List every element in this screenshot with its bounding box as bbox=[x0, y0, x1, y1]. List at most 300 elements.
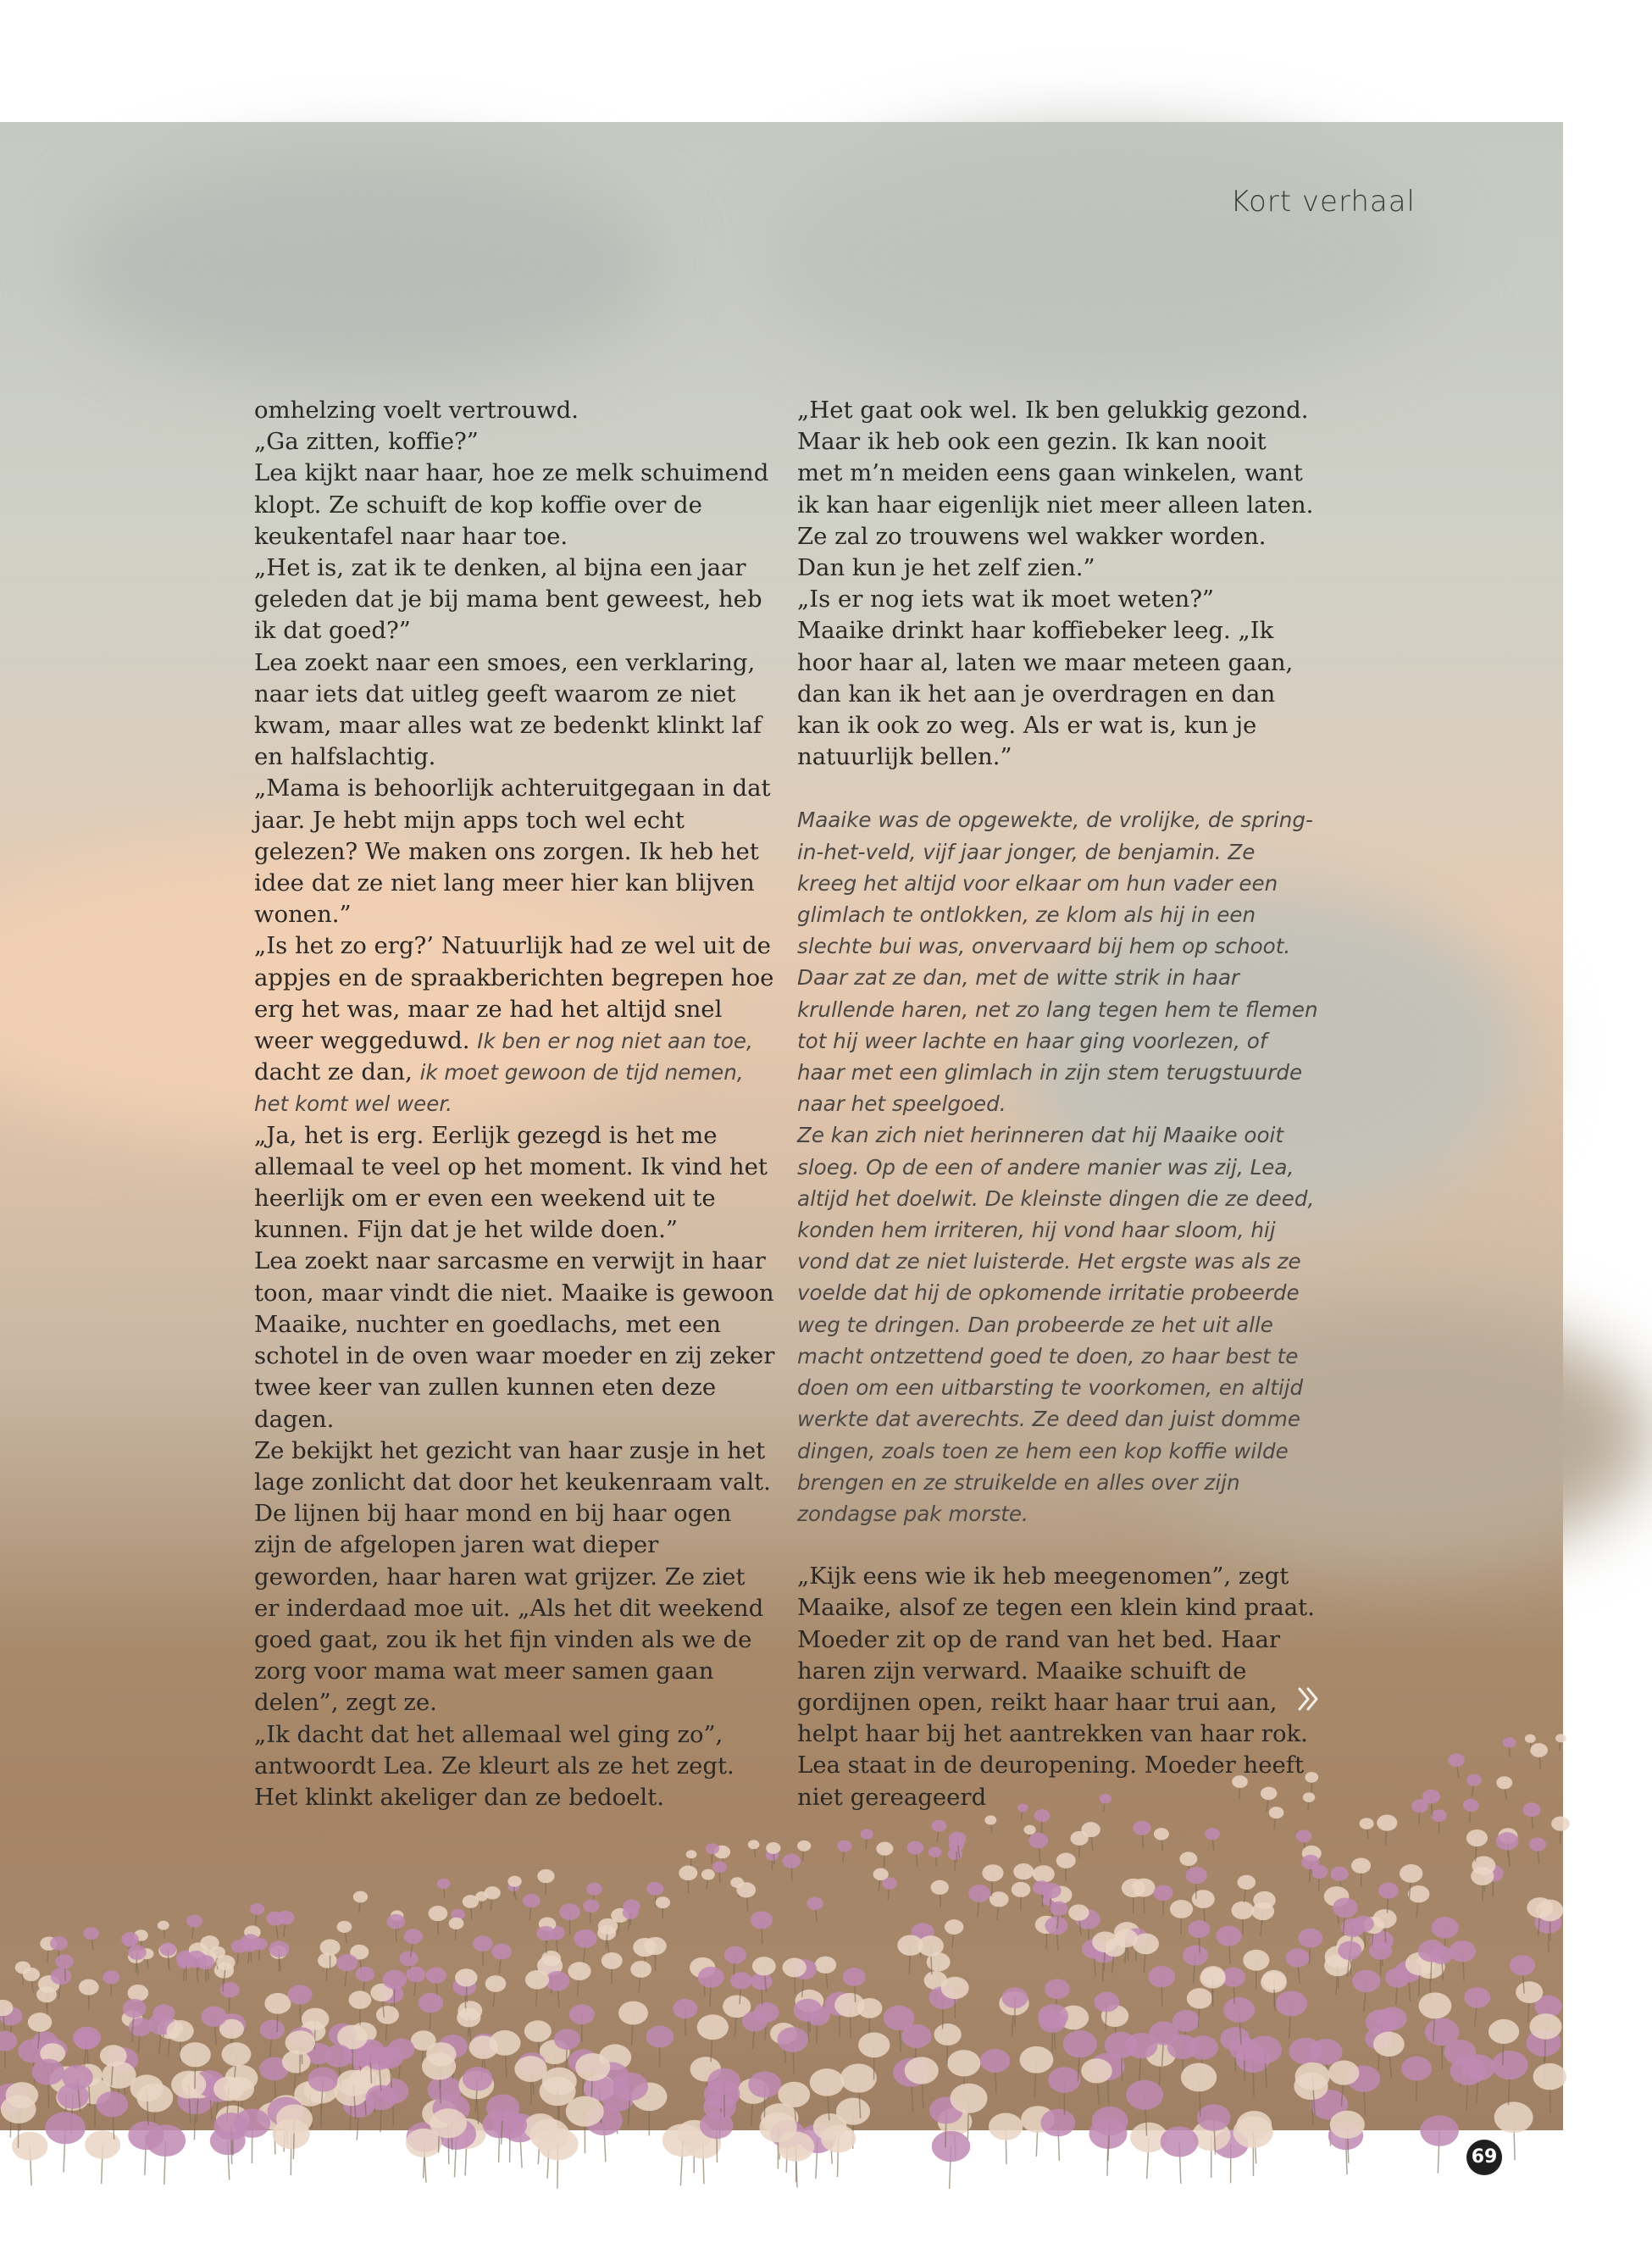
flower-blossom bbox=[1492, 2051, 1528, 2079]
flower-blossom bbox=[1411, 1799, 1428, 1813]
flower-blossom bbox=[1068, 1904, 1089, 1920]
flower-blossom bbox=[1295, 2062, 1330, 2090]
flower-blossom bbox=[337, 1921, 352, 1933]
spacer bbox=[797, 1530, 1318, 1561]
flower-blossom bbox=[213, 2077, 244, 2101]
flower-blossom bbox=[180, 2042, 211, 2067]
flower-blossom bbox=[917, 1935, 944, 1957]
flower-blossom bbox=[707, 2068, 740, 2095]
flower-blossom bbox=[843, 1968, 866, 1986]
paragraph-text: „Is het zo erg?’ Natuurlijk had ze wel uit de appjes en de spraakberichten begrepen hoe erg het was, maar ze had het altijd snel weer weggeduwd. bbox=[254, 932, 774, 1055]
flower-blossom bbox=[1431, 1809, 1446, 1822]
flower-blossom bbox=[646, 2026, 674, 2048]
flower-blossom bbox=[1012, 1882, 1031, 1897]
flower-blossom bbox=[1161, 2127, 1199, 2157]
flower-blossom bbox=[130, 2074, 164, 2101]
flower-blossom bbox=[686, 1850, 697, 1858]
flower-blossom bbox=[698, 1967, 724, 1988]
flower-blossom bbox=[1013, 1863, 1034, 1879]
inner-thought: Ik ben er nog niet aan toe, bbox=[477, 1029, 753, 1054]
flower-blossom bbox=[1529, 1838, 1546, 1852]
flower-blossom bbox=[1192, 1890, 1215, 1908]
flower-blossom bbox=[56, 1954, 74, 1968]
flower-blossom bbox=[907, 1841, 924, 1855]
flower-blossom bbox=[167, 2020, 194, 2042]
flower-blossom bbox=[473, 1935, 492, 1951]
flower-blossom bbox=[1516, 1981, 1543, 2003]
flower-blossom bbox=[538, 2128, 579, 2160]
flower-blossom bbox=[1028, 1833, 1048, 1848]
flower-blossom bbox=[79, 1979, 99, 1996]
flower-blossom bbox=[782, 1958, 806, 1978]
flower-blossom bbox=[748, 1840, 760, 1849]
flower-blossom bbox=[623, 1907, 639, 1919]
flower-blossom bbox=[794, 1999, 823, 2022]
flower-blossom bbox=[1420, 2115, 1459, 2146]
flower-blossom bbox=[941, 1977, 969, 1999]
flower-blossom bbox=[1466, 1774, 1481, 1786]
flower-blossom bbox=[1510, 1955, 1535, 1975]
flower-blossom bbox=[1529, 2013, 1561, 2039]
flower-blossom bbox=[308, 2067, 338, 2091]
section-label: Kort verhaal bbox=[1230, 185, 1416, 219]
flower-blossom bbox=[422, 2052, 456, 2079]
flower-blossom bbox=[1352, 1970, 1380, 1993]
flower-blossom bbox=[1301, 1855, 1319, 1869]
flower-blossom bbox=[656, 1896, 670, 1908]
flower-blossom bbox=[1081, 1822, 1100, 1837]
flower-blossom bbox=[524, 2020, 552, 2042]
flower-blossom bbox=[1466, 1829, 1488, 1846]
flower-blossom bbox=[1286, 1948, 1310, 1967]
flower-blossom bbox=[514, 2056, 546, 2082]
flower-blossom bbox=[1533, 2063, 1566, 2090]
flower-blossom bbox=[429, 1906, 448, 1921]
flower-blossom bbox=[1048, 2067, 1080, 2092]
flower-blossom bbox=[1126, 2080, 1163, 2110]
flower-blossom bbox=[430, 2108, 467, 2138]
flower-blossom bbox=[100, 2045, 127, 2066]
flower-blossom bbox=[128, 1945, 147, 1959]
flower-blossom bbox=[121, 1932, 139, 1946]
flower-blossom bbox=[934, 2024, 962, 2046]
flower-blossom bbox=[400, 1951, 419, 1967]
flower-blossom bbox=[1092, 2107, 1128, 2135]
inner-thought: ik moet gewoon de tijd nemen, het komt wel weer. bbox=[254, 1060, 744, 1117]
flower-blossom bbox=[701, 1869, 715, 1880]
flower-blossom bbox=[1276, 1990, 1307, 2016]
flower-blossom bbox=[1377, 1814, 1397, 1830]
flower-blossom bbox=[1338, 1941, 1361, 1961]
flower-blossom bbox=[285, 2030, 316, 2054]
flower-blossom bbox=[807, 1897, 823, 1911]
flower-field-illustration bbox=[0, 122, 1563, 2130]
flower-blossom bbox=[1229, 2037, 1258, 2060]
flower-blossom bbox=[404, 1929, 423, 1944]
flower-blossom bbox=[489, 2030, 520, 2056]
flower-blossom bbox=[356, 1967, 374, 1982]
flower-blossom bbox=[837, 1840, 851, 1852]
flower-blossom bbox=[778, 2082, 810, 2107]
flower-blossom bbox=[1023, 1825, 1035, 1835]
flower-blossom bbox=[1154, 1828, 1169, 1840]
flower-blossom bbox=[1496, 1776, 1512, 1789]
flower-blossom bbox=[1040, 2109, 1075, 2137]
flower-blossom bbox=[980, 2049, 1010, 2073]
flower-blossom bbox=[386, 1914, 405, 1929]
flower-blossom bbox=[1261, 1970, 1286, 1990]
flower-blossom bbox=[376, 2006, 399, 2024]
flower-blossom bbox=[1333, 1897, 1358, 1918]
flower-blossom bbox=[103, 1970, 119, 1984]
flower-blossom bbox=[449, 1918, 464, 1929]
flower-blossom bbox=[1033, 1865, 1055, 1883]
paragraph: Maaike drinkt haar koffiebeker leeg. „Ik hoor haar al, laten we maar meteen gaan, dan kan ik het aan je overdragen en dan kan ik ook zo weg. Als er wat is, kun je natuurlijk bellen.” bbox=[797, 617, 1294, 771]
flower-blossom bbox=[485, 1975, 507, 1992]
flower-blossom bbox=[1551, 1816, 1570, 1830]
flower-blossom bbox=[1181, 2063, 1217, 2092]
flower-blossom bbox=[1503, 1737, 1516, 1747]
flower-blossom bbox=[1299, 1929, 1323, 1948]
paragraph: Lea zoekt naar een smoes, een verklaring, naar iets dat uitleg geeft waarom ze niet kwam, maar alles wat ze bedenkt klinkt laf en halfslachtig. bbox=[254, 648, 762, 771]
flower-blossom bbox=[1408, 1885, 1430, 1902]
flower-blossom bbox=[1153, 1885, 1172, 1901]
paragraph: „Ik dacht dat het allemaal wel ging zo”, antwoordt Lea. Ze kleurt als ze het zegt. Het klinkt akeliger dan ze bedoelt. bbox=[254, 1720, 735, 1811]
flower-blossom bbox=[797, 1840, 811, 1852]
flower-blossom bbox=[85, 2130, 120, 2159]
flower-blossom bbox=[1419, 1992, 1452, 2018]
flower-blossom bbox=[783, 1854, 801, 1868]
flower-blossom bbox=[1, 2095, 36, 2123]
flower-blossom bbox=[884, 2006, 915, 2030]
flower-blossom bbox=[216, 1955, 235, 1970]
flower-blossom bbox=[876, 1842, 893, 1856]
flower-blossom bbox=[1039, 2011, 1066, 2033]
flower-blossom bbox=[32, 2059, 65, 2085]
flower-blossom bbox=[559, 1903, 580, 1920]
flower-blossom bbox=[260, 2019, 285, 2039]
flower-blossom bbox=[700, 2112, 734, 2139]
flower-blossom bbox=[1360, 1818, 1374, 1829]
flower-blossom bbox=[630, 1961, 651, 1978]
flower-blossom bbox=[554, 2029, 580, 2050]
paragraph: omhelzing voelt vertrouwd. bbox=[254, 397, 579, 424]
flower-blossom bbox=[931, 1880, 949, 1895]
flower-blossom bbox=[231, 1940, 248, 1953]
illustrated-page bbox=[0, 122, 1563, 2168]
flower-blossom bbox=[1133, 1821, 1150, 1835]
flower-blossom bbox=[730, 1972, 751, 1989]
flower-blossom bbox=[1179, 1852, 1197, 1866]
flower-blossom bbox=[1373, 2032, 1405, 2057]
flower-blossom bbox=[250, 1903, 264, 1915]
flower-blossom bbox=[1555, 1734, 1566, 1742]
flower-blossom bbox=[932, 2131, 971, 2162]
flower-blossom bbox=[673, 1999, 697, 2018]
flower-blossom bbox=[575, 2053, 610, 2081]
flashback-paragraph: Maaike was de opgewekte, de vrolijke, de spring-in-het-veld, vijf jaar jonger, de benjamin. Ze kreeg het altijd voor elkaar om hun vader een glimlach te ontlokken, ze klom als hij in een slechte bui was, onvervaard bij hem op schoot. Daar zat ze dan, met de witte strik in haar krullende haren, net zo lang tegen hem te flemen tot hij weer lachte en haar ging voorlezen, of haar met een glimlach in zijn stem terugstuurde naar het speelgoed. bbox=[797, 808, 1318, 1117]
flower-blossom bbox=[949, 1832, 967, 1846]
flower-blossom bbox=[1525, 1735, 1536, 1743]
flower-blossom bbox=[1122, 1879, 1145, 1897]
flower-blossom bbox=[1238, 1875, 1256, 1890]
flower-blossom bbox=[1369, 1941, 1392, 1960]
paragraph-text: dacht ze dan, bbox=[254, 1058, 413, 1086]
page-number: 69 bbox=[1466, 2140, 1502, 2175]
flower-blossom bbox=[1463, 1799, 1479, 1812]
flower-blossom bbox=[751, 1911, 773, 1929]
flower-blossom bbox=[840, 2063, 877, 2092]
flower-blossom bbox=[724, 1946, 746, 1964]
flower-blossom bbox=[1425, 2018, 1460, 2046]
flower-blossom bbox=[324, 2045, 352, 2068]
flower-blossom bbox=[50, 1936, 68, 1951]
double-chevron-right-icon[interactable] bbox=[1294, 1685, 1323, 1713]
flower-blossom bbox=[586, 1883, 602, 1896]
flower-blossom bbox=[968, 1885, 990, 1902]
flower-blossom bbox=[276, 2104, 313, 2133]
flower-blossom bbox=[821, 2124, 856, 2152]
flower-blossom bbox=[742, 2011, 768, 2031]
flower-blossom bbox=[1045, 1979, 1070, 1999]
flower-blossom bbox=[1056, 1853, 1076, 1868]
flower-blossom bbox=[525, 1970, 549, 1990]
flower-blossom bbox=[1148, 1966, 1175, 1987]
flower-blossom bbox=[277, 1911, 295, 1924]
flower-blossom bbox=[583, 1899, 599, 1912]
flower-blossom bbox=[201, 2007, 226, 2027]
flower-blossom bbox=[984, 1815, 996, 1824]
flower-blossom bbox=[1331, 1867, 1349, 1881]
flower-blossom bbox=[457, 2008, 480, 2028]
flower-blossom bbox=[1092, 1931, 1118, 1952]
flower-blossom bbox=[1105, 2032, 1138, 2058]
flower-blossom bbox=[1330, 2111, 1365, 2139]
flower-blossom bbox=[1197, 2104, 1231, 2131]
paragraph: „Mama is behoorlijk achteruitgegaan in dat jaar. Je hebt mijn apps toch wel echt gelezen? We maken ons zorgen. Ik heb het idee dat ze niet lang meer hier kan blijven wonen.” bbox=[254, 774, 771, 929]
flower-blossom bbox=[158, 1921, 169, 1930]
flower-blossom bbox=[426, 1967, 446, 1983]
flower-blossom bbox=[536, 1926, 555, 1940]
flower-blossom bbox=[171, 2071, 206, 2099]
flower-blossom bbox=[932, 1820, 947, 1832]
flower-blossom bbox=[437, 1879, 451, 1889]
flower-blossom bbox=[1050, 1901, 1067, 1916]
flower-blossom bbox=[0, 2031, 17, 2051]
paragraph: „Ga zitten, koffie?” bbox=[254, 428, 479, 456]
flower-blossom bbox=[777, 2027, 808, 2052]
flower-blossom bbox=[349, 1990, 372, 2008]
flower-blossom bbox=[1401, 2057, 1432, 2081]
flower-blossom bbox=[1496, 1832, 1519, 1850]
flower-blossom bbox=[51, 1968, 71, 1985]
flower-blossom bbox=[1494, 2101, 1533, 2133]
flower-blossom bbox=[766, 1842, 780, 1854]
flower-blossom bbox=[1471, 1867, 1494, 1885]
flower-blossom bbox=[712, 1861, 727, 1873]
flower-blossom bbox=[1205, 1828, 1220, 1840]
flower-blossom bbox=[23, 1968, 40, 1981]
right-text-column bbox=[797, 395, 1318, 1813]
flower-blossom bbox=[950, 2084, 987, 2113]
flower-blossom bbox=[1231, 1901, 1254, 1919]
flower-blossom bbox=[815, 1957, 836, 1974]
spacer bbox=[797, 773, 1318, 804]
flower-blossom bbox=[1170, 1900, 1193, 1918]
flower-blossom bbox=[537, 1869, 554, 1883]
flower-blossom bbox=[1094, 1992, 1119, 2012]
flower-blossom bbox=[1188, 1920, 1210, 1938]
flower-blossom bbox=[1527, 1897, 1553, 1918]
flower-blossom bbox=[1522, 1802, 1540, 1817]
flower-blossom bbox=[1033, 1880, 1051, 1895]
flower-blossom bbox=[463, 1895, 479, 1908]
flower-blossom bbox=[1063, 2030, 1097, 2057]
flower-blossom bbox=[646, 1882, 663, 1896]
flower-blossom bbox=[491, 1944, 512, 1960]
flower-blossom bbox=[1081, 2058, 1112, 2083]
flower-blossom bbox=[1464, 1987, 1490, 2008]
flower-blossom bbox=[1450, 1940, 1477, 1962]
flower-blossom bbox=[523, 1894, 541, 1907]
flower-blossom bbox=[989, 2112, 1023, 2140]
flower-blossom bbox=[1530, 1743, 1548, 1757]
flower-blossom bbox=[834, 1993, 865, 2018]
flower-blossom bbox=[1450, 2057, 1486, 2085]
flower-blossom bbox=[36, 1986, 57, 2002]
flower-blossom bbox=[748, 2071, 781, 2097]
flower-blossom bbox=[1020, 2046, 1054, 2074]
flower-blossom bbox=[83, 1927, 99, 1940]
flower-blossom bbox=[662, 2124, 704, 2157]
left-text-column bbox=[254, 395, 775, 1813]
flower-blossom bbox=[383, 1970, 407, 1990]
flower-blossom bbox=[97, 2091, 129, 2117]
flower-blossom bbox=[1448, 1753, 1465, 1767]
flashback-paragraph: Ze kan zich niet herinneren dat hij Maaike ooit sloeg. Op de een of andere manier was zij, Lea, altijd het doelwit. De kleinste dingen die ze deed, konden hem irriteren, hij vond haar sloom, hij vond dat ze niet luisterde. Het ergste was als ze voelde dat hij de opkomende irritatie probeerde weg te dringen. Dan probeerde ze het uit alle macht ontzettend goed te doen, zo haar best te doen om een uitbarsting te voorkomen, en altijd werkte dat averechts. Ze deed dan juist domme dingen, zoals toen ze hem een kop koffie wilde brengen en ze struikelde en alles over zijn zondagse pak morste. bbox=[797, 1123, 1315, 1526]
flower-blossom bbox=[486, 2095, 519, 2122]
flower-blossom bbox=[463, 2067, 492, 2090]
flower-blossom bbox=[1251, 1902, 1274, 1920]
flower-blossom bbox=[1186, 1867, 1207, 1884]
flower-blossom bbox=[1187, 1988, 1212, 2008]
flower-blossom bbox=[947, 2050, 980, 2076]
flower-blossom bbox=[1115, 1929, 1138, 1947]
flower-blossom bbox=[1002, 1987, 1028, 2008]
flower-blossom bbox=[982, 1864, 1003, 1881]
flower-blossom bbox=[644, 1937, 666, 1955]
flower-blossom bbox=[12, 2132, 47, 2161]
flower-blossom bbox=[1233, 2116, 1273, 2148]
paragraph: „Is er nog iets wat ik moet weten?” bbox=[797, 586, 1214, 613]
flower-blossom bbox=[706, 1843, 719, 1854]
paragraph: „Het gaat ook wel. Ik ben gelukkig gezond. Maar ik heb ook een gezin. Ik kan nooit met m’n meiden eens gaan winkelen, want ik kan haar eigenlijk niet meer alleen laten. Ze zal zo trouwens wel wakker worden. Dan kun je het zelf zien.” bbox=[797, 397, 1314, 582]
flower-blossom bbox=[485, 1886, 501, 1899]
flower-blossom bbox=[75, 2030, 98, 2049]
flower-blossom bbox=[568, 1962, 590, 1980]
flower-blossom bbox=[613, 2073, 648, 2101]
flower-blossom bbox=[759, 2112, 796, 2143]
paragraph-mixed bbox=[254, 930, 775, 1119]
flower-blossom bbox=[1243, 1950, 1269, 1971]
flower-blossom bbox=[45, 2112, 85, 2144]
paragraph: Ze bekijkt het gezicht van haar zusje in het lage zonlicht dat door het keukenraam valt. De lijnen bij haar mond en bij haar ogen zijn de afgelopen jaren wat dieper geworden, haar haren wat grijzer. Ze ziet er inderdaad moe uit. „Als het dit weekend goed gaat, zou ik het fijn vinden als we de zorg voor mama wat meer samen gaan delen”, zegt ze. bbox=[254, 1436, 771, 1717]
flower-blossom bbox=[860, 1829, 873, 1839]
paragraph: Lea kijkt naar haar, hoe ze melk schuimend klopt. Ze schuift de kop koffie over de keukentafel naar haar toe. bbox=[254, 459, 769, 550]
flower-blossom bbox=[569, 2004, 595, 2024]
flower-blossom bbox=[1045, 1917, 1067, 1935]
flower-blossom bbox=[1430, 1946, 1453, 1964]
flower-blossom bbox=[598, 1918, 618, 1935]
flower-blossom bbox=[1328, 2061, 1359, 2085]
flower-blossom bbox=[28, 2012, 52, 2032]
flower-blossom bbox=[858, 2032, 890, 2057]
paragraph: „Ja, het is erg. Eerlijk gezegd is het me allemaal te veel op het moment. Ik vind het heerlijk om er even een weekend uit te kunnen. Fijn dat je het wilde doen.” bbox=[254, 1121, 768, 1244]
flower-blossom bbox=[697, 2014, 729, 2040]
flower-blossom bbox=[302, 2008, 330, 2030]
flower-blossom bbox=[736, 1882, 756, 1897]
flower-blossom bbox=[1200, 1968, 1226, 1988]
flower-blossom bbox=[810, 2068, 845, 2096]
flower-blossom bbox=[1289, 2038, 1322, 2064]
flower-blossom bbox=[419, 1993, 443, 2013]
flower-blossom bbox=[186, 1915, 202, 1928]
flower-blossom bbox=[929, 1846, 942, 1857]
flower-blossom bbox=[1378, 1882, 1399, 1898]
flower-blossom bbox=[128, 1985, 149, 2001]
flower-blossom bbox=[234, 2108, 270, 2137]
flower-blossom bbox=[905, 2057, 939, 2084]
flower-blossom bbox=[945, 1919, 963, 1935]
flower-blossom bbox=[320, 1939, 341, 1955]
paragraph: „Het is, zat ik te denken, al bijna een jaar geleden dat je bij mama bent geweest, heb ik dat goed?” bbox=[254, 554, 762, 645]
flower-blossom bbox=[1400, 1864, 1422, 1883]
flower-blossom bbox=[222, 2042, 252, 2066]
flower-blossom bbox=[601, 1952, 623, 1969]
flower-blossom bbox=[679, 1866, 697, 1881]
flower-blossom bbox=[1432, 1917, 1459, 1939]
flower-blossom bbox=[353, 1891, 368, 1903]
flower-blossom bbox=[1296, 1829, 1312, 1842]
flower-blossom bbox=[873, 1868, 889, 1880]
flower-blossom bbox=[336, 1954, 358, 1971]
flower-blossom bbox=[264, 1993, 291, 2014]
flower-blossom bbox=[160, 1943, 177, 1957]
flower-blossom bbox=[269, 1940, 289, 1957]
flower-blossom bbox=[990, 1891, 1009, 1907]
flower-blossom bbox=[62, 2065, 93, 2090]
flower-blossom bbox=[337, 2070, 370, 2096]
flower-blossom bbox=[574, 1929, 596, 1948]
flower-blossom bbox=[186, 1951, 207, 1968]
paragraph: „Kijk eens wie ik heb meegenomen”, zegt Maaike, alsof ze tegen een klein kind praat. Moeder zit op de rand van het bed. Haar haren zijn verward. Maaike schuift de gordijnen open, reikt haar haar trui aan, helpt haar bij het aantrekken van haar rok. Lea staat in de deuropening. Moeder heeft niet gereageerd bbox=[797, 1563, 1315, 1811]
flower-blossom bbox=[566, 2096, 604, 2127]
flower-blossom bbox=[1183, 1946, 1208, 1966]
flower-blossom bbox=[455, 1968, 478, 1986]
flower-blossom bbox=[507, 1876, 521, 1887]
flower-blossom bbox=[288, 1985, 313, 2004]
flower-blossom bbox=[1216, 1926, 1241, 1946]
flower-blossom bbox=[1366, 2009, 1398, 2035]
flower-blossom bbox=[1488, 2019, 1519, 2044]
flower-blossom bbox=[752, 1957, 776, 1975]
flower-blossom bbox=[618, 2001, 648, 2025]
flower-blossom bbox=[1351, 1857, 1371, 1873]
flower-blossom bbox=[128, 2121, 164, 2150]
flower-blossom bbox=[123, 1999, 147, 2018]
flower-blossom bbox=[406, 1967, 425, 1983]
flower-blossom bbox=[1223, 1997, 1255, 2023]
